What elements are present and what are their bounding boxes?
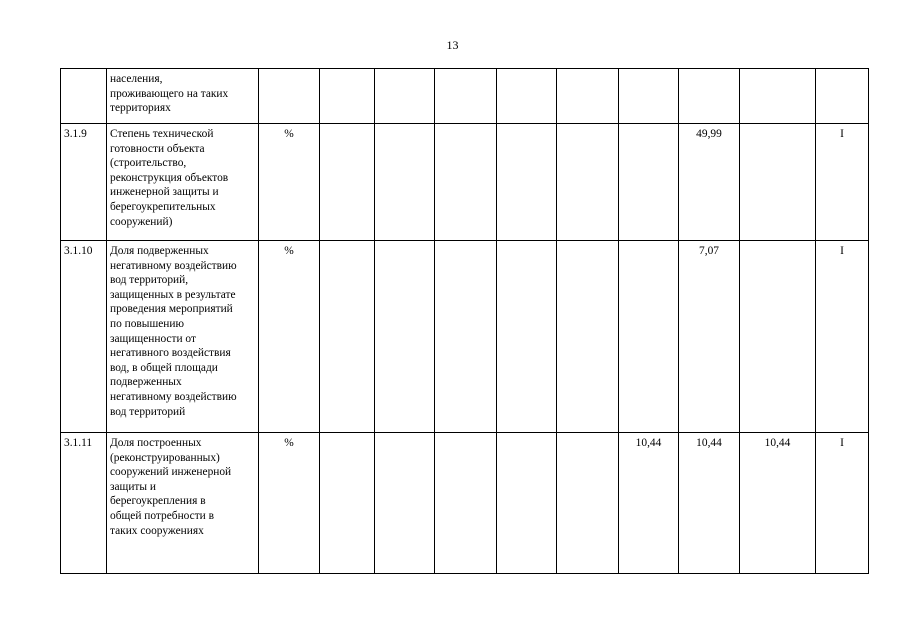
value-cell: 49,99 [679, 124, 740, 241]
value-cell [320, 433, 375, 574]
value-cell [497, 69, 557, 124]
indicator-name: Доля построенных (реконструированных) сооружений инженерной защиты и берегоукрепления в общей потребности в таких сооружениях [107, 433, 259, 574]
value-cell [497, 124, 557, 241]
value-cell [375, 433, 435, 574]
unit-cell: % [259, 241, 320, 433]
value-cell [320, 69, 375, 124]
value-cell: 10,44 [679, 433, 740, 574]
value-cell [557, 69, 619, 124]
table-row [61, 433, 869, 574]
indicator-name: населения, проживающего на таких территориях [107, 69, 259, 124]
value-cell [375, 124, 435, 241]
value-cell [320, 124, 375, 241]
unit-cell: % [259, 433, 320, 574]
row-number: 3.1.11 [61, 433, 107, 574]
value-cell [740, 69, 816, 124]
table-row [61, 241, 869, 433]
value-cell [557, 433, 619, 574]
value-cell [435, 241, 497, 433]
value-cell [435, 433, 497, 574]
value-cell [497, 241, 557, 433]
table-row [61, 69, 869, 124]
value-cell: 10,44 [619, 433, 679, 574]
value-cell [375, 69, 435, 124]
value-cell [740, 124, 816, 241]
value-cell [320, 241, 375, 433]
value-cell [619, 241, 679, 433]
unit-cell [259, 69, 320, 124]
value-cell [557, 241, 619, 433]
row-number: 3.1.10 [61, 241, 107, 433]
level-cell [816, 69, 869, 124]
level-cell: I [816, 241, 869, 433]
value-cell [375, 241, 435, 433]
indicator-name: Доля подверженных негативному воздействию вод территорий, защищенных в результате проведения мероприятий по повышению защищенности от негативного воздействия вод, в общей площади подверженных негативному воздействию вод территорий [107, 241, 259, 433]
row-number: 3.1.9 [61, 124, 107, 241]
value-cell [619, 69, 679, 124]
indicator-table [60, 68, 869, 574]
value-cell: 10,44 [740, 433, 816, 574]
level-cell: I [816, 433, 869, 574]
value-cell [497, 433, 557, 574]
value-cell [557, 124, 619, 241]
value-cell [435, 124, 497, 241]
value-cell [435, 69, 497, 124]
value-cell [619, 124, 679, 241]
table-row [61, 124, 869, 241]
page-number: 13 [446, 38, 459, 52]
value-cell [740, 241, 816, 433]
unit-cell: % [259, 124, 320, 241]
row-number [61, 69, 107, 124]
value-cell: 7,07 [679, 241, 740, 433]
value-cell [679, 69, 740, 124]
level-cell: I [816, 124, 869, 241]
indicator-name: Степень технической готовности объекта (строительство, реконструкция объектов инженерной защиты и берегоукрепительных сооружений) [107, 124, 259, 241]
